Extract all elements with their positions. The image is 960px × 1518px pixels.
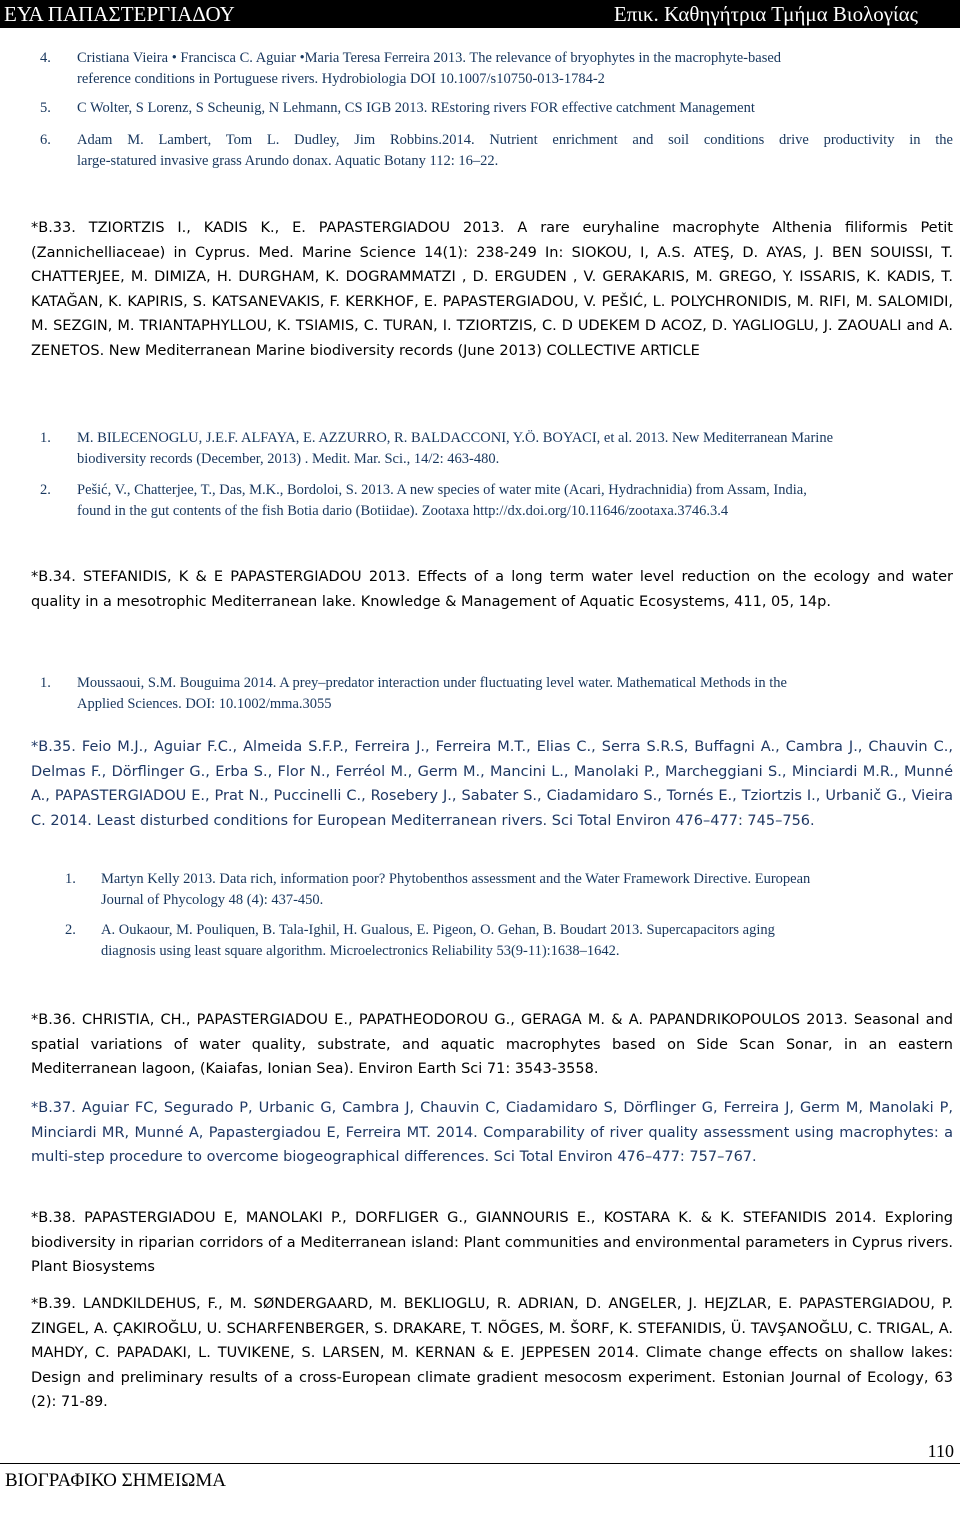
citation-number: 2.: [65, 922, 76, 938]
citation-number: 1.: [40, 675, 51, 691]
citation-line: Moussaoui, S.M. Bouguima 2014. A prey–predator interaction under fluctuating level water. Mathematical Methods in the: [77, 675, 787, 691]
publication-b36: *B.36. CHRISTIA, CH., PAPASTERGIADOU E., PAPATHEODOROU G., GERAGA M. & A. PAPANDRIKOPOULOS 2013. Seasonal and spatial variations of water quality, substrate, and aquatic macrophytes based on Side Scan Sonar, in an eastern Mediterranean lagoon, (Kaiafas, Ionian Sea). Environ Earth Sci 71: 3543-3558.: [31, 1012, 953, 1077]
citation-item: [40, 48, 940, 90]
citation-item: [65, 869, 955, 911]
citation-number: 6.: [40, 132, 51, 148]
citation-line: C Wolter, S Lorenz, S Scheunig, N Lehmann, CS IGB 2013. REstoring rivers FOR effective catchment Management: [77, 100, 755, 116]
publication-b37: *B.37. Aguiar FC, Segurado P, Urbanic G, Cambra J, Chauvin C, Ciadamidaro S, Dörflinger G, Ferreira J, Germ M, Manolaki P, Minciardi MR, Munné A, Papastergiadou E, Ferreira MT. 2014. Comparability of river quality assessment using macrophytes: a multi-step procedure to overcome biogeographical differences. Sci Total Environ 476–477: 757–767.: [31, 1100, 953, 1165]
citation-line: Adam M. Lambert, Tom L. Dudley, Jim Robbins.2014. Nutrient enrichment and soil conditions drive productivity in the: [77, 132, 953, 148]
citation-line: diagnosis using least square algorithm. Microelectronics Reliability 53(9-11):1638–1642.: [101, 943, 620, 959]
citation-line: biodiversity records (December, 2013) . Medit. Mar. Sci., 14/2: 463-480.: [77, 451, 500, 467]
citation-number: 1.: [40, 430, 51, 446]
publication-b33: *B.33. TZIORTZIS I., KADIS K., E. PAPASTERGIADOU 2013. A rare euryhaline macrophyte Althenia filiformis Petit (Zannichelliaceae) in Cyprus. Med. Marine Science 14(1): 238-249 In: SIOKOU, I, A.S. ATEŞ, D. AYAS, J. BEN SOUISSI, T. CHATTERJEE, M. DIMIZA, H. DURGHAM, K. DOGRAMMATZI , D. ERGUDEN , V. GERAKARIS, M. GREGO, Y. ISSARIS, K. KADIS, T. KATAĞAN, K. KAPIRIS, S. KATSANEVAKIS, F. KERKHOF, E. PAPASTERGIADOU, V. PEŠIĆ, L. POLYCHRONIDIS, M. RIFI, M. SALOMIDI, M. SEZGIN, M. TRIANTAPHYLLOU, K. TSIAMIS, C. TURAN, I. TZIORTZIS, C. D UDEKEM D ACOZ, D. YAGLIOGLU, J. ZAOUALI and A. ZENETOS. New Mediterranean Marine biodiversity records (June 2013) COLLECTIVE ARTICLE: [31, 220, 953, 359]
citation-line: Journal of Phycology 48 (4): 437-450.: [101, 892, 324, 908]
citation-item: [40, 673, 955, 715]
citation-line: Applied Sciences. DOI: 10.1002/mma.3055: [77, 696, 332, 712]
publication-b34: *B.34. STEFANIDIS, K & E PAPASTERGIADOU 2013. Effects of a long term water level reduction on the ecology and water quality in a mesotrophic Mediterranean lake. Knowledge & Management of Aquatic Ecosystems, 411, 05, 14p.: [31, 569, 953, 610]
publication-b35: *B.35. Feio M.J., Aguiar F.C., Almeida S.F.P., Ferreira J., Ferreira M.T., Elias C., Serra S.R.S, Buffagni A., Cambra J., Chauvin C., Delmas F., Dörflinger G., Erba S., Flor N., Ferréol M., Germ M., Mancini L., Manolaki P., Marcheggiani S., Minciardi M.R., Munné A., PAPASTERGIADOU E., Prat N., Puccinelli C., Rosebery J., Sabater S., Ciadamidaro S., Tornés E., Tziortzis I., Urbanič G., Vieira C. 2014. Least disturbed conditions for European Mediterranean rivers. Sci Total Environ 476–477: 745–756.: [31, 739, 953, 829]
citation-line: large-statured invasive grass Arundo donax. Aquatic Botany 112: 16–22.: [77, 153, 499, 169]
citation-item: [40, 130, 953, 172]
header-position: Επικ. Καθηγήτρια Τμήμα Βιολογίας: [613, 2, 918, 26]
citation-item: [40, 98, 940, 119]
citation-item: [65, 920, 955, 962]
citation-list-top: [40, 48, 940, 90]
citation-number: 4.: [40, 50, 51, 66]
citation-line: reference conditions in Portuguese rivers. Hydrobiologia DOI 10.1007/s10750-013-1784-2: [77, 71, 605, 87]
citation-line: Cristiana Vieira • Francisca C. Aguiar •Maria Teresa Ferreira 2013. The relevance of bryophytes in the macrophyte-based: [77, 50, 782, 66]
citation-line: Pešić, V., Chatterjee, T., Das, M.K., Bordoloi, S. 2013. A new species of water mite (Acari, Hydrachnidia) from Assam, India,: [77, 482, 807, 498]
publication-b38: *B.38. PAPASTERGIADOU E, MANOLAKI P., DORFLIGER G., GIANNOURIS E., KOSTARA K. & K. STEFANIDIS 2014. Exploring biodiversity in riparian corridors of a Mediterranean island: Plant communities and environmental parameters in Cyprus rivers. Plant Biosystems: [31, 1210, 953, 1275]
footer-divider: [0, 1463, 960, 1464]
header-author: ΕΥΑ ΠΑΠΑΣΤΕΡΓΙΑΔΟΥ: [4, 2, 235, 26]
citation-number: 5.: [40, 100, 51, 116]
citation-item: [40, 480, 955, 522]
publication-b39: *B.39. LANDKILDEHUS, F., M. SØNDERGAARD, M. BEKLIOGLU, R. ADRIAN, D. ANGELER, J. HEJZLAR, E. PAPASTERGIADOU, P. ZINGEL, A. ÇAKIROĞLU, U. SCHARFENBERGER, S. DRAKARE, T. NÕGES, M. ŠORF, K. STEFANIDIS, Ü. TAVŞANOĞLU, C. TRIGAL, A. MAHDY, C. PAPADAKI, L. TUVIKENE, S. LARSEN, M. KERNAN & E. JEPPESEN 2014. Climate change effects on shallow lakes: Design and preliminary results of a cross-European climate gradient mesocosm experiment. Estonian Journal of Ecology, 63 (2): 71-89.: [31, 1296, 953, 1410]
citation-line: A. Oukaour, M. Pouliquen, B. Tala-Ighil, H. Gualous, E. Pigeon, O. Gehan, B. Boudart 2013. Supercapacitors aging: [101, 922, 775, 938]
citation-number: 1.: [65, 871, 76, 887]
citation-line: M. BILECENOGLU, J.E.F. ALFAYA, E. AZZURRO, R. BALDACCONI, Y.Ö. BOYACI, et al. 2013. New Mediterranean Marine: [77, 430, 834, 446]
page-header: [0, 0, 960, 28]
citation-number: 2.: [40, 482, 51, 498]
citation-line: found in the gut contents of the fish Botia dario (Botiidae). Zootaxa http://dx.doi.org/10.11646/zootaxa.3746.3.4: [77, 503, 729, 519]
citation-item: [40, 428, 955, 470]
page-number: 110: [927, 1441, 954, 1461]
footer-title: ΒΙΟΓΡΑΦΙΚΟ ΣΗΜΕΙΩΜΑ: [5, 1470, 226, 1491]
citation-line: Martyn Kelly 2013. Data rich, information poor? Phytobenthos assessment and the Water Framework Directive. European: [101, 871, 811, 887]
